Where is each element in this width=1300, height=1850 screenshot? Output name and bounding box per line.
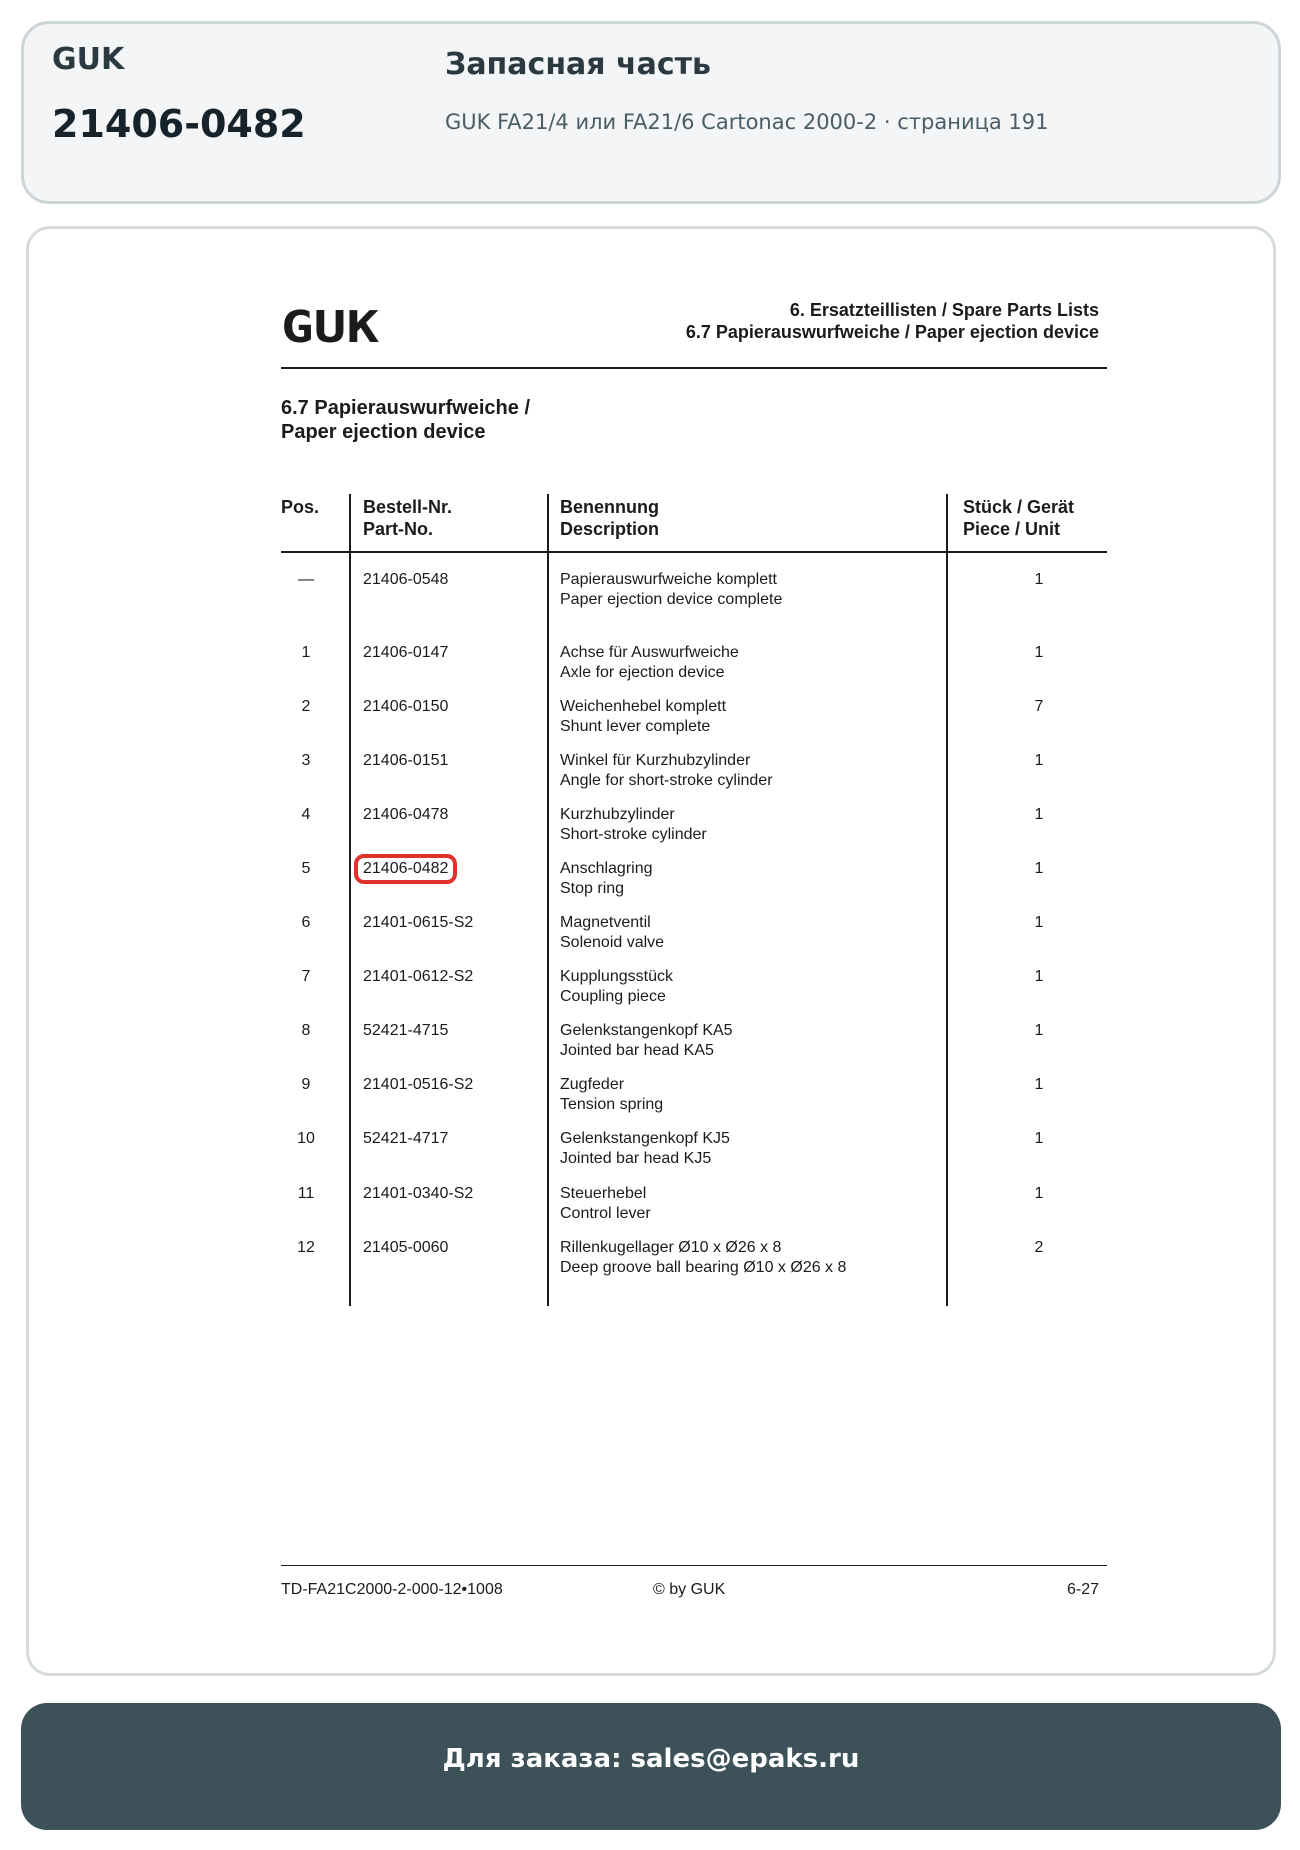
row-description-en: Axle for ejection device (560, 664, 725, 681)
row-position: 2 (301, 698, 311, 715)
page-subtitle: GUK FA21/4 или FA21/6 Cartonac 2000-2 · страница 191 (445, 110, 1049, 134)
row-position: 6 (301, 914, 311, 931)
row-position: 1 (301, 644, 311, 661)
row-description (560, 751, 773, 791)
row-description-en: Jointed bar head KA5 (560, 1042, 714, 1059)
row-position: 12 (297, 1239, 315, 1256)
order-contact: Для заказа: sales@epaks.ru (442, 1743, 860, 1774)
row-quantity: 1 (1034, 1185, 1044, 1202)
brand-name: GUK (52, 42, 125, 77)
svg-text:GUK: GUK (281, 305, 380, 345)
column-header-quantity: Stück / Gerät Piece / Unit (963, 497, 1075, 539)
header-card (21, 21, 1281, 204)
row-description-de: Anschlagring (560, 860, 653, 877)
row-description-de: Papierauswurfweiche komplett (560, 571, 777, 588)
row-description-en: Jointed bar head KJ5 (560, 1150, 712, 1167)
order-banner (21, 1703, 1281, 1830)
row-part-number: 52421-4717 (363, 1130, 449, 1147)
row-position: 4 (301, 806, 311, 823)
row-description (560, 967, 673, 1007)
row-position: 9 (301, 1076, 311, 1093)
part-number: 21406-0482 (52, 102, 306, 146)
row-quantity: 1 (1034, 1076, 1044, 1093)
header-divider (281, 367, 1107, 369)
row-position: 5 (301, 860, 311, 877)
document-card (26, 226, 1276, 1676)
table-row (29, 1129, 1273, 1175)
page-title: Запасная часть (445, 47, 711, 82)
row-quantity: 1 (1034, 752, 1044, 769)
row-description (560, 1021, 733, 1061)
table-row (29, 1021, 1273, 1067)
row-description-de: Gelenkstangenkopf KA5 (560, 1022, 733, 1039)
row-description (560, 697, 726, 737)
document-code: TD-FA21C2000-2-000-12•1008 (281, 1581, 503, 1598)
row-position: — (298, 571, 314, 588)
row-description (560, 1184, 651, 1224)
column-header-pos: Pos. (281, 497, 320, 517)
row-position: 7 (301, 968, 311, 985)
row-description-de: Magnetventil (560, 914, 651, 931)
row-description-en: Coupling piece (560, 988, 666, 1005)
row-description-de: Steuerhebel (560, 1185, 647, 1202)
row-part-number: 21406-0478 (363, 806, 449, 823)
row-description-en: Stop ring (560, 880, 625, 897)
row-quantity: 1 (1034, 806, 1044, 823)
table-row (29, 1075, 1273, 1121)
table-row (29, 859, 1273, 905)
table-row (29, 805, 1273, 851)
row-part-number: 52421-4715 (363, 1022, 449, 1039)
row-quantity: 1 (1034, 914, 1044, 931)
section-title-line2: Paper ejection device (281, 421, 486, 443)
copyright: © by GUK (653, 1581, 726, 1598)
row-description-de: Kupplungsstück (560, 968, 673, 985)
document-header (686, 299, 1099, 343)
table-header-divider (281, 551, 1107, 553)
table-row (29, 1184, 1273, 1230)
row-part-number: 21406-0151 (363, 752, 449, 769)
row-description (560, 1129, 730, 1169)
table-row (29, 697, 1273, 743)
row-description (560, 805, 707, 845)
section-title (281, 396, 530, 444)
row-part-number: 21401-0516-S2 (363, 1076, 474, 1093)
table-row (29, 643, 1273, 689)
spare-parts-page (29, 229, 1273, 1673)
table-row (29, 913, 1273, 959)
row-position: 3 (301, 752, 311, 769)
row-description (560, 1075, 663, 1115)
row-quantity: 2 (1034, 1239, 1044, 1256)
row-description (560, 1238, 846, 1278)
document-header-line2: 6.7 Papierauswurfweiche / Paper ejection device (685, 322, 1099, 342)
row-part-number: 21401-0340-S2 (363, 1185, 474, 1202)
guk-logo (281, 305, 381, 345)
table-row (29, 751, 1273, 797)
row-description (560, 859, 653, 899)
row-position: 8 (301, 1022, 311, 1039)
row-part-number: 21405-0060 (363, 1239, 449, 1256)
row-description-de: Winkel für Kurzhubzylinder (560, 752, 751, 769)
row-description-en: Short-stroke cylinder (560, 826, 707, 843)
row-description-en: Shunt lever complete (560, 718, 711, 735)
table-row (29, 967, 1273, 1013)
row-quantity: 1 (1034, 644, 1044, 661)
row-description-en: Paper ejection device complete (560, 591, 783, 608)
row-description-en: Deep groove ball bearing Ø10 x Ø26 x 8 (560, 1259, 847, 1276)
row-quantity: 1 (1034, 860, 1044, 877)
page-number: 6-27 (1066, 1581, 1099, 1598)
row-quantity: 1 (1034, 968, 1044, 985)
row-quantity: 7 (1034, 698, 1044, 715)
row-description-en: Control lever (560, 1205, 651, 1222)
row-position: 11 (297, 1185, 315, 1202)
highlighted-part-number: 21406-0482 (359, 859, 452, 879)
row-description (560, 570, 782, 610)
row-description-de: Achse für Auswurfweiche (560, 644, 739, 661)
row-description-en: Solenoid valve (560, 934, 665, 951)
column-header-part-no: Bestell-Nr. Part-No. (363, 497, 453, 539)
row-part-number: 21406-0548 (363, 571, 449, 588)
row-description-de: Gelenkstangenkopf KJ5 (560, 1130, 730, 1147)
row-description-de: Rillenkugellager Ø10 x Ø26 x 8 (560, 1239, 782, 1256)
row-quantity: 1 (1034, 1022, 1044, 1039)
row-part-number: 21406-0147 (363, 644, 449, 661)
row-part-number: 21406-0150 (363, 698, 449, 715)
row-part-number: 21401-0615-S2 (363, 914, 474, 931)
row-description (560, 643, 739, 683)
table-row (29, 570, 1273, 616)
row-description-en: Angle for short-stroke cylinder (560, 772, 773, 789)
row-description (560, 913, 664, 953)
row-description-de: Kurzhubzylinder (560, 806, 675, 823)
column-header-description: Benennung Description (560, 497, 660, 539)
footer-divider (281, 1565, 1107, 1566)
table-row (29, 1238, 1273, 1284)
row-description-de: Weichenhebel komplett (560, 698, 727, 715)
row-description-en: Tension spring (560, 1096, 664, 1113)
document-header-line1: 6. Ersatzteillisten / Spare Parts Lists (789, 300, 1099, 320)
row-quantity: 1 (1034, 571, 1044, 588)
row-part-number: 21401-0612-S2 (363, 968, 474, 985)
section-title-line1: 6.7 Papierauswurfweiche / (281, 397, 530, 419)
row-quantity: 1 (1034, 1130, 1044, 1147)
row-description-de: Zugfeder (560, 1076, 625, 1093)
row-position: 10 (297, 1130, 315, 1147)
